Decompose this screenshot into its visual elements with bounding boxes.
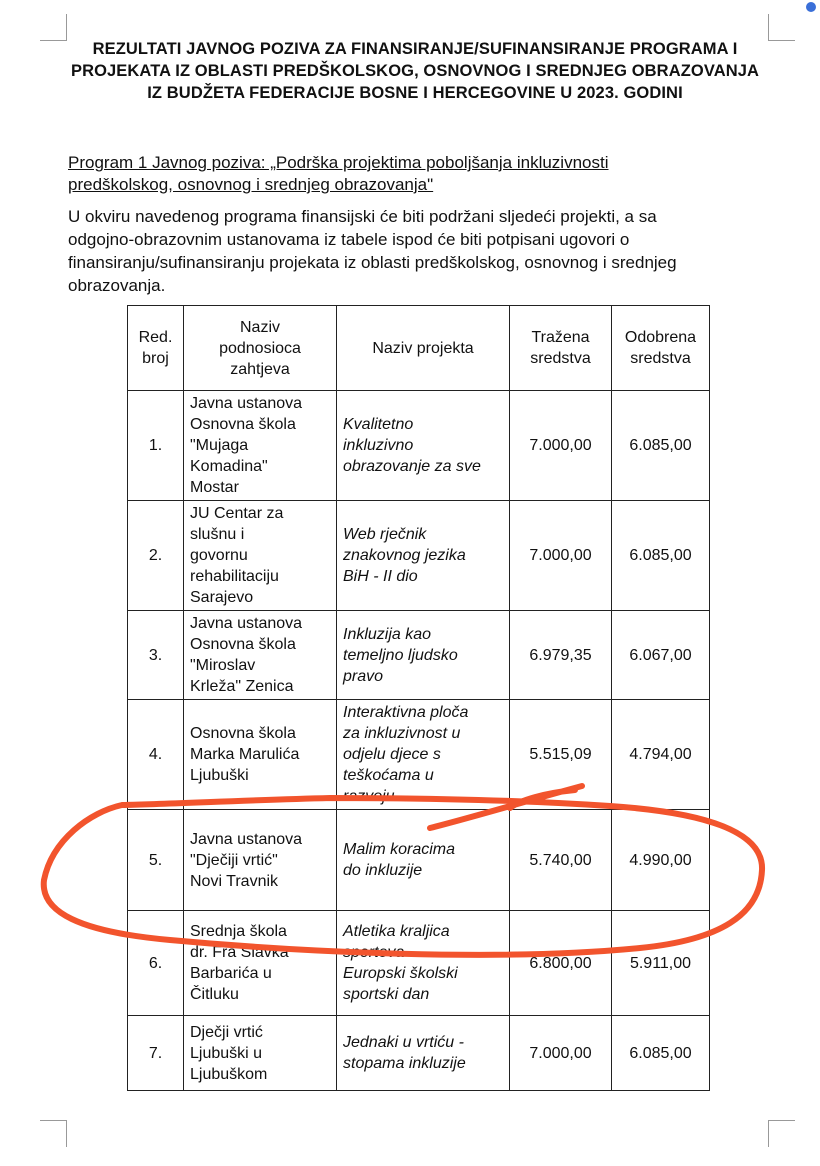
page-corner-mark-bottom-left [40, 1120, 67, 1147]
header-approved-funds [612, 306, 710, 391]
header-text: Odobrena [624, 329, 697, 346]
applicant-line: JU Centar za [190, 505, 284, 522]
project-line: Jednaki u vrtiću - [343, 1034, 464, 1051]
project-line: za inkluzivnost u [343, 725, 461, 742]
cell-project [337, 700, 510, 810]
applicant-line: "Dječiji vrtić" [190, 851, 278, 869]
cell-project [337, 611, 510, 700]
header-project-name [337, 306, 510, 391]
cell-row-number: 4. [128, 700, 184, 810]
program-line: predškolskog, osnovnog i srednjeg obrazovanja" [68, 175, 434, 194]
cell-requested-funds: 7.000,00 [510, 501, 612, 611]
header-requested-funds [510, 306, 612, 391]
table-row [128, 700, 710, 810]
project-line: Malim koracima [343, 841, 456, 858]
project-line: inkluzivno [343, 437, 414, 454]
cell-requested-funds: 6.800,00 [510, 911, 612, 1016]
cell-applicant [184, 391, 337, 501]
cell-approved-funds: 6.085,00 [612, 501, 710, 611]
table-row [128, 810, 710, 911]
project-line: znakovnog jezika [343, 547, 466, 564]
applicant-line: Ljubuški u [190, 1044, 263, 1062]
applicant-line: Javna ustanova [190, 615, 303, 632]
project-line: Interaktivna ploča [343, 704, 469, 721]
project-line: pravo [343, 667, 384, 685]
cell-project [337, 810, 510, 911]
applicant-line: Komadina" [190, 458, 268, 475]
project-line: stopama inkluzije [343, 1055, 466, 1072]
program-heading [68, 152, 768, 196]
intro-line: obrazovanja. [68, 276, 166, 295]
cell-applicant [184, 810, 337, 911]
intro-line: U okviru navedenog programa finansijski će biti podržani sljedeći projekti, a sa [68, 207, 657, 226]
applicant-line: Javna ustanova [190, 395, 303, 412]
cell-applicant [184, 501, 337, 611]
project-line: Europski školski [343, 965, 458, 982]
cell-approved-funds: 6.067,00 [612, 611, 710, 700]
cell-project [337, 391, 510, 501]
header-row-number [128, 306, 184, 391]
project-line: odjelu djece s [343, 746, 441, 763]
cell-requested-funds: 7.000,00 [510, 1016, 612, 1091]
cell-approved-funds: 4.794,00 [612, 700, 710, 810]
project-line: teškoćama u [343, 767, 434, 784]
status-dot-icon [806, 2, 816, 12]
program-line: Program 1 Javnog poziva: „Podrška projektima poboljšanja inkluzivnosti [68, 153, 609, 172]
cell-requested-funds: 5.515,09 [510, 700, 612, 810]
header-text: zahtjeva [230, 360, 290, 378]
header-text: podnosioca [219, 339, 301, 357]
cell-row-number: 6. [128, 911, 184, 1016]
applicant-line: Barbarića u [190, 965, 272, 982]
project-line: sportova - [343, 944, 415, 961]
cell-requested-funds: 6.979,35 [510, 611, 612, 700]
header-text: Tražena [531, 329, 590, 346]
table-row [128, 391, 710, 501]
header-text: Naziv [239, 318, 280, 336]
cell-applicant [184, 1016, 337, 1091]
header-text: sredstva [630, 350, 691, 367]
applicant-line: Osnovna škola [190, 636, 296, 653]
table-row [128, 911, 710, 1016]
table-header-row [128, 306, 710, 391]
project-line: BiH - II dio [343, 568, 418, 585]
cell-row-number: 5. [128, 810, 184, 911]
cell-project [337, 501, 510, 611]
project-line: Atletika kraljica [343, 923, 450, 940]
header-text: Naziv projekta [372, 339, 474, 357]
cell-row-number: 7. [128, 1016, 184, 1091]
cell-approved-funds: 4.990,00 [612, 810, 710, 911]
page-corner-mark-bottom-right [768, 1120, 795, 1147]
cell-applicant [184, 611, 337, 700]
table-row [128, 501, 710, 611]
intro-paragraph [68, 205, 768, 297]
cell-approved-funds: 5.911,00 [612, 911, 710, 1016]
applicant-line: Krleža" Zenica [190, 678, 294, 695]
applicant-line: Javna ustanova [190, 830, 303, 848]
title-line: IZ BUDŽETA FEDERACIJE BOSNE I HERCEGOVINE U 2023. GODINI [147, 84, 683, 102]
applicant-line: Mostar [190, 479, 239, 496]
page-corner-mark-top-left [40, 14, 67, 41]
cell-row-number: 1. [128, 391, 184, 501]
header-applicant-name [184, 306, 337, 391]
title-line: PROJEKATA IZ OBLASTI PREDŠKOLSKOG, OSNOVNOG I SREDNJEG OBRAZOVANJA [70, 62, 760, 80]
project-line: razvoju [343, 788, 395, 805]
header-text: broj [142, 350, 169, 367]
applicant-line: Novi Travnik [190, 872, 279, 890]
intro-line: odgojno-obrazovnim ustanovama iz tabele ispod će biti potpisani ugovori o [68, 230, 630, 249]
intro-line: finansiranju/sufinansiranju projekata iz oblasti predškolskog, osnovnog i srednjeg [68, 253, 677, 272]
applicant-line: Sarajevo [190, 589, 254, 606]
project-line: obrazovanje za sve [343, 458, 481, 475]
applicant-line: dr. Fra Slavka [190, 944, 289, 961]
table-body [128, 391, 710, 1091]
applicant-line: "Mujaga [190, 437, 249, 454]
project-line: Kvalitetno [343, 416, 414, 433]
project-line: temeljno ljudsko [343, 646, 458, 664]
cell-applicant [184, 700, 337, 810]
applicant-line: Čitluku [190, 986, 239, 1003]
applicant-line: Dječji vrtić [190, 1023, 263, 1041]
project-line: Inkluzija kao [343, 625, 432, 643]
cell-requested-funds: 5.740,00 [510, 810, 612, 911]
cell-row-number: 3. [128, 611, 184, 700]
applicant-line: Marka Marulića [190, 746, 300, 763]
document-title [40, 38, 790, 104]
applicant-line: rehabilitaciju [190, 568, 279, 585]
cell-project [337, 911, 510, 1016]
page-corner-mark-top-right [768, 14, 795, 41]
title-line: REZULTATI JAVNOG POZIVA ZA FINANSIRANJE/SUFINANSIRANJE PROGRAMA I [92, 40, 738, 58]
project-line: Web rječnik [343, 526, 427, 543]
applicant-line: Osnovna škola [190, 416, 296, 433]
header-text: sredstva [530, 350, 591, 367]
applicant-line: Osnovna škola [190, 725, 296, 742]
table-row [128, 1016, 710, 1091]
table-row [128, 611, 710, 700]
applicant-line: Ljubuški [190, 767, 249, 784]
applicant-line: Ljubuškom [190, 1065, 268, 1083]
applicant-line: Srednja škola [190, 923, 287, 940]
cell-approved-funds: 6.085,00 [612, 1016, 710, 1091]
applicant-line: govornu [190, 547, 248, 564]
cell-applicant [184, 911, 337, 1016]
applicant-line: "Miroslav [190, 657, 256, 674]
cell-project [337, 1016, 510, 1091]
cell-requested-funds: 7.000,00 [510, 391, 612, 501]
results-table [127, 305, 710, 1091]
applicant-line: slušnu i [190, 526, 245, 543]
project-line: do inkluzije [343, 862, 423, 879]
project-line: sportski dan [343, 986, 430, 1003]
cell-row-number: 2. [128, 501, 184, 611]
cell-approved-funds: 6.085,00 [612, 391, 710, 501]
header-text: Red. [138, 329, 173, 346]
